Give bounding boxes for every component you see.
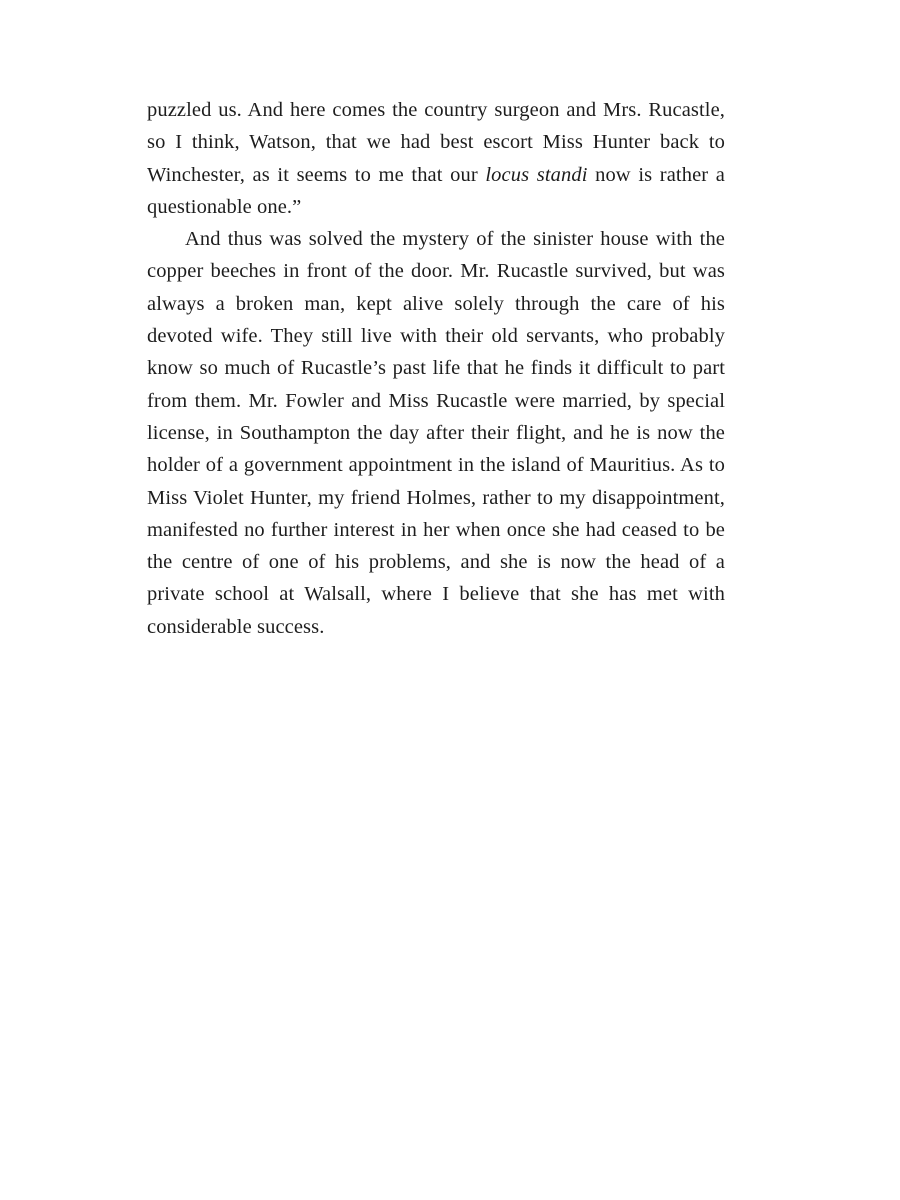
- page-text: [147, 94, 725, 643]
- text-segment: And thus was solved the mystery of the sinister house with the copper beeches in front of the door. Mr. Rucastle survived, but was always a broken man, kept alive solely through the care of his devoted wife. They still live with their old servants, who probably know so much of Rucastle’s past life that he finds it difficult to part from them. Mr. Fowler and Miss Rucastle were married, by special license, in Southampton the day after their flight, and he is now the holder of a government appointment in the island of Mauritius. As to Miss Violet Hunter, my friend Holmes, rather to my disappointment, manifested no further interest in her when once she had ceased to be the centre of one of his problems, and she is now the head of a private school at Walsall, where I believe that she has met with considerable success.: [147, 228, 725, 638]
- italic-text-segment: locus standi: [485, 163, 588, 186]
- paragraph: [147, 223, 725, 643]
- text-segment: puzzled us. And here comes the country surgeon and Mrs. Rucastle, so I think, Watson, that we had best escort Miss Hunter back to Winchester, as it seems to me that our: [147, 99, 725, 186]
- paragraph: [147, 94, 725, 223]
- text-segment: now is rather a questionable one.”: [147, 163, 725, 218]
